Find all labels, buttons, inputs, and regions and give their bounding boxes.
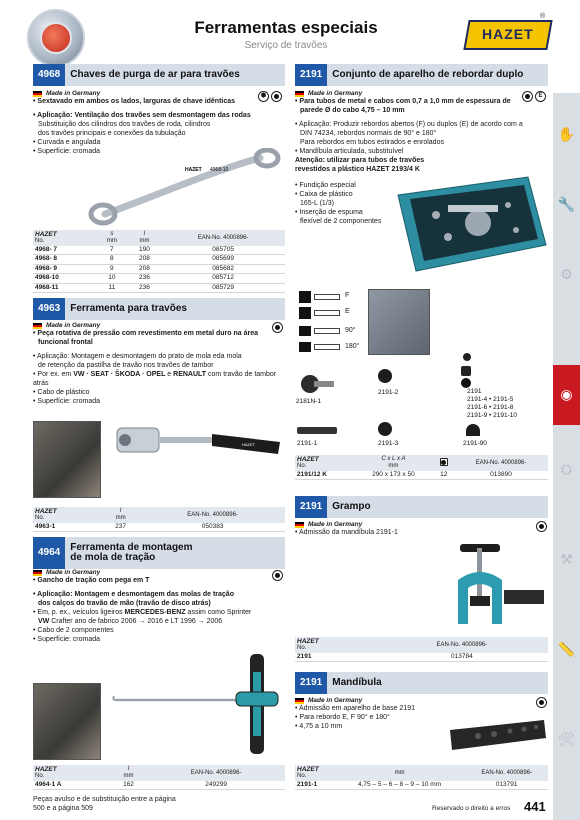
hex-both-sides-icon: ⬢ <box>258 91 269 102</box>
table-row: 4968-10 10 236 085712 <box>33 274 285 284</box>
table-row: 4968- 7 7 190 085705 <box>33 246 285 255</box>
made-in-germany: Made in Germany <box>33 90 258 98</box>
part-2191: 2191 <box>467 388 482 395</box>
svg-text:HAZET: HAZET <box>242 442 256 447</box>
clamp-yoke-image <box>452 538 548 630</box>
page-subtitle: Serviço de travões <box>244 40 328 51</box>
spec-table-4968: HAZET No. s mm l mm EAN-No. 4000896- 4968- 7 7 190 085705 4968- 8 8 208 085699 4968- 9 9 208 085682 4968-10 10 236 085712 4968-11 11 236 085729 <box>33 230 285 293</box>
chrome-surface-icon <box>271 91 282 102</box>
part-2191-1: 2191-1 <box>297 440 318 447</box>
side-tab-hand-tools[interactable]: ✋ <box>557 126 576 143</box>
german-flag-icon <box>295 698 304 704</box>
table-row: 4968- 9 9 208 085682 <box>33 264 285 274</box>
feature-icons <box>536 697 547 708</box>
spec-table-4964: HAZET No. l mm EAN-No. 4000896- 4964-1 A 162 249299 <box>33 765 285 790</box>
section-number: 4968 <box>33 64 65 86</box>
german-flag-icon <box>33 323 42 329</box>
part-2191-3: 2191-3 <box>378 440 399 447</box>
brake-tool-image <box>112 420 284 480</box>
feature-icons <box>536 521 547 532</box>
table-row: 4968-11 11 236 085729 <box>33 283 285 293</box>
spec-table-grampo: HAZET No. EAN-No. 4000896- 2191 013784 <box>295 637 548 662</box>
section-header-4968 <box>33 64 285 86</box>
flare-type-e-icon: E <box>535 91 546 102</box>
section-header-mandibula <box>295 672 548 694</box>
section-grampo-description: Made in Germany • Admissão da mandíbula 2191-1 <box>295 521 398 537</box>
part-list-2: 2191-6 • 2191-8 <box>467 404 514 411</box>
part-2191-1-image <box>297 427 337 434</box>
spec-table-2191: HAZET No. C x L x A mm EAN-No. 4000896- 2191/12 K 290 x 173 x 50 12 013890 <box>295 455 548 480</box>
section-mandibula-description: Made in Germany • Admissão em aparelho de base 2191 • Para rebordo E, F 90° e 180° • 4,75 a 10 mm <box>295 697 415 731</box>
part-2191-image <box>463 353 471 361</box>
case-features: • Fundição especial • Caixa de plástico 165-L (1/3) • Inserção de espuma flexível de 2 componentes <box>295 182 382 225</box>
rights-note: Reservado o direito a erros <box>432 805 511 812</box>
section-4968-description: Made in Germany • Sextavado em ambos os lados, larguras de chave idênticas • Aplicação: Ventilação dos travões sem desmontagem das rodas Substituição dos cilindros dos travões de roda, cilindros dos travões principais e conexões da tubulação • Curvada e angulada • Superfície: cromada <box>33 90 258 157</box>
feature-icons <box>258 91 282 102</box>
flare-diagrams: F E 90° 180° <box>299 291 365 357</box>
section-4964-description: Made in Germany • Gancho de tração com pega em T • Aplicação: Montagem e desmontagem das molas de tração dos calços do travão de mão (travão de disco atrás) • Em, p. ex., veículos ligeiros MERCEDES-BENZ assim como Sprinter VW Crafter ano de fabrico 2006 → 2016 e LT 1996 → 2006 • Cabo de 2 componentes • Superfície: cromada <box>33 569 252 644</box>
side-tab-measure[interactable]: 📏 <box>557 641 576 658</box>
disc-brake-photo <box>33 683 101 760</box>
part-2191-2: 2191-2 <box>378 389 399 396</box>
chrome-surface-icon <box>536 697 547 708</box>
section-title: Conjunto de aparelho de rebordar duplo <box>332 68 524 80</box>
section-title: Grampo <box>332 500 371 512</box>
section-title: Mandíbula <box>332 676 382 688</box>
german-flag-icon <box>295 522 304 528</box>
german-flag-icon <box>33 570 42 576</box>
svg-text:HAZET: HAZET <box>185 167 202 173</box>
table-row: 2191 013784 <box>295 653 548 662</box>
section-number: 2191 <box>295 64 327 86</box>
side-tab-engine[interactable]: ⛭ <box>560 461 573 478</box>
spare-parts-note: Peças avulso e de substituição entre a página 500 e a página 509 <box>33 796 176 813</box>
table-row: 4968- 8 8 208 085699 <box>33 255 285 265</box>
german-flag-icon <box>295 91 304 97</box>
brake-service-emblem <box>27 9 85 67</box>
part-2191-4-image <box>461 366 471 376</box>
pieces-icon <box>440 458 448 466</box>
section-header-grampo <box>295 496 548 518</box>
table-row: 4963-1 237 050383 <box>33 523 285 532</box>
part-list-3: 2191-9 • 2191-10 <box>467 412 517 419</box>
pipe-cutter-image <box>296 372 336 396</box>
part-2191-3-image <box>378 422 392 436</box>
tool-engraving: 4968-10 <box>210 167 229 173</box>
spring-tool-image <box>112 652 284 758</box>
flaring-in-use-photo <box>368 289 430 355</box>
part-2191-90: 2191-90 <box>463 440 487 447</box>
section-title: Ferramenta de montagem <box>70 541 193 553</box>
part-2191-2-image <box>378 369 392 383</box>
section-4963-description: Made in Germany • Peça rotativa de pressão com revestimento em metal duro na área funcional frontal • Aplicação: Montagem e desmontagem do prato de mola eda mola de retenção da pastilha de travão nos travões de tambor • Por ex. em VW · SEAT · ŠKODA · OPEL e RENAULT com travão de tambor atrás • Cabo de plástico • Superfície: cromada <box>33 322 277 405</box>
part-2191-5-image <box>461 378 471 388</box>
page-number: 441 <box>524 799 546 814</box>
side-tab-wrenches[interactable]: 🔧 <box>557 196 576 213</box>
spec-table-mandibula: HAZET No. mm EAN-No. 4000896- 2191-1 4,75 – 5 – 6 – 8 – 9 – 10 mm 013791 <box>295 765 548 790</box>
section-number: 4964 <box>33 537 65 569</box>
bleed-wrench-image <box>85 148 285 230</box>
german-flag-icon <box>33 91 42 97</box>
table-row: 2191-1 4,75 – 5 – 6 – 8 – 9 – 10 mm 013791 <box>295 781 548 790</box>
section-header-4964: 4964 Ferramenta de montagem de mola de tração <box>33 537 285 569</box>
registered-mark: ® <box>540 13 546 20</box>
part-2181N-1: 2181N-1 <box>296 398 321 405</box>
side-tab-brakes[interactable]: ◉ <box>553 365 580 425</box>
flaring-tool-case-image <box>388 175 548 275</box>
hazet-logo: HAZET <box>463 20 552 50</box>
section-title: Ferramenta para travões <box>70 302 187 314</box>
table-row: 2191/12 K 290 x 173 x 50 12 013890 <box>295 471 548 480</box>
part-list-1: 2191-4 • 2191-5 <box>467 396 514 403</box>
side-tab-chassis[interactable]: ⚒ <box>560 551 573 568</box>
section-header-4963 <box>33 298 285 320</box>
side-tab-workshop[interactable]: 🛠 <box>557 731 576 748</box>
section-number: 2191 <box>295 496 327 518</box>
chrome-surface-icon <box>536 521 547 532</box>
spec-table-4963: HAZET No. l mm EAN-No. 4000896- 4963-1 237 050383 <box>33 507 285 532</box>
table-row: 4964-1 A 162 249299 <box>33 781 285 790</box>
die-bar-image <box>448 716 548 752</box>
page-title: Ferramentas especiais <box>194 18 378 37</box>
section-number: 4963 <box>33 298 65 320</box>
side-tab-sockets[interactable]: ⚙ <box>560 266 573 283</box>
part-2191-90-image <box>466 424 480 436</box>
section-number: 2191 <box>295 672 327 694</box>
drum-brake-photo <box>33 421 101 498</box>
section-header-2191 <box>295 64 548 86</box>
section-title: Chaves de purga de ar para travões <box>70 68 240 80</box>
section-2191-description: Made in Germany • Para tubos de metal e cabos com 0,7 a 1,0 mm de espessura de parede Ø do cabo 4,75 – 10 mm • Aplicação: Produzir rebordos abertos (F) ou duplos (E) de acordo com a DIN 74234, rebordos normais de 90° e 180° Para rebordos em tubos estirados e enrolados • Mandíbula articulada, substituível Atenção: utilizar para tubos de travões revestidos a plástico HAZET 2193/4 K <box>295 90 523 173</box>
